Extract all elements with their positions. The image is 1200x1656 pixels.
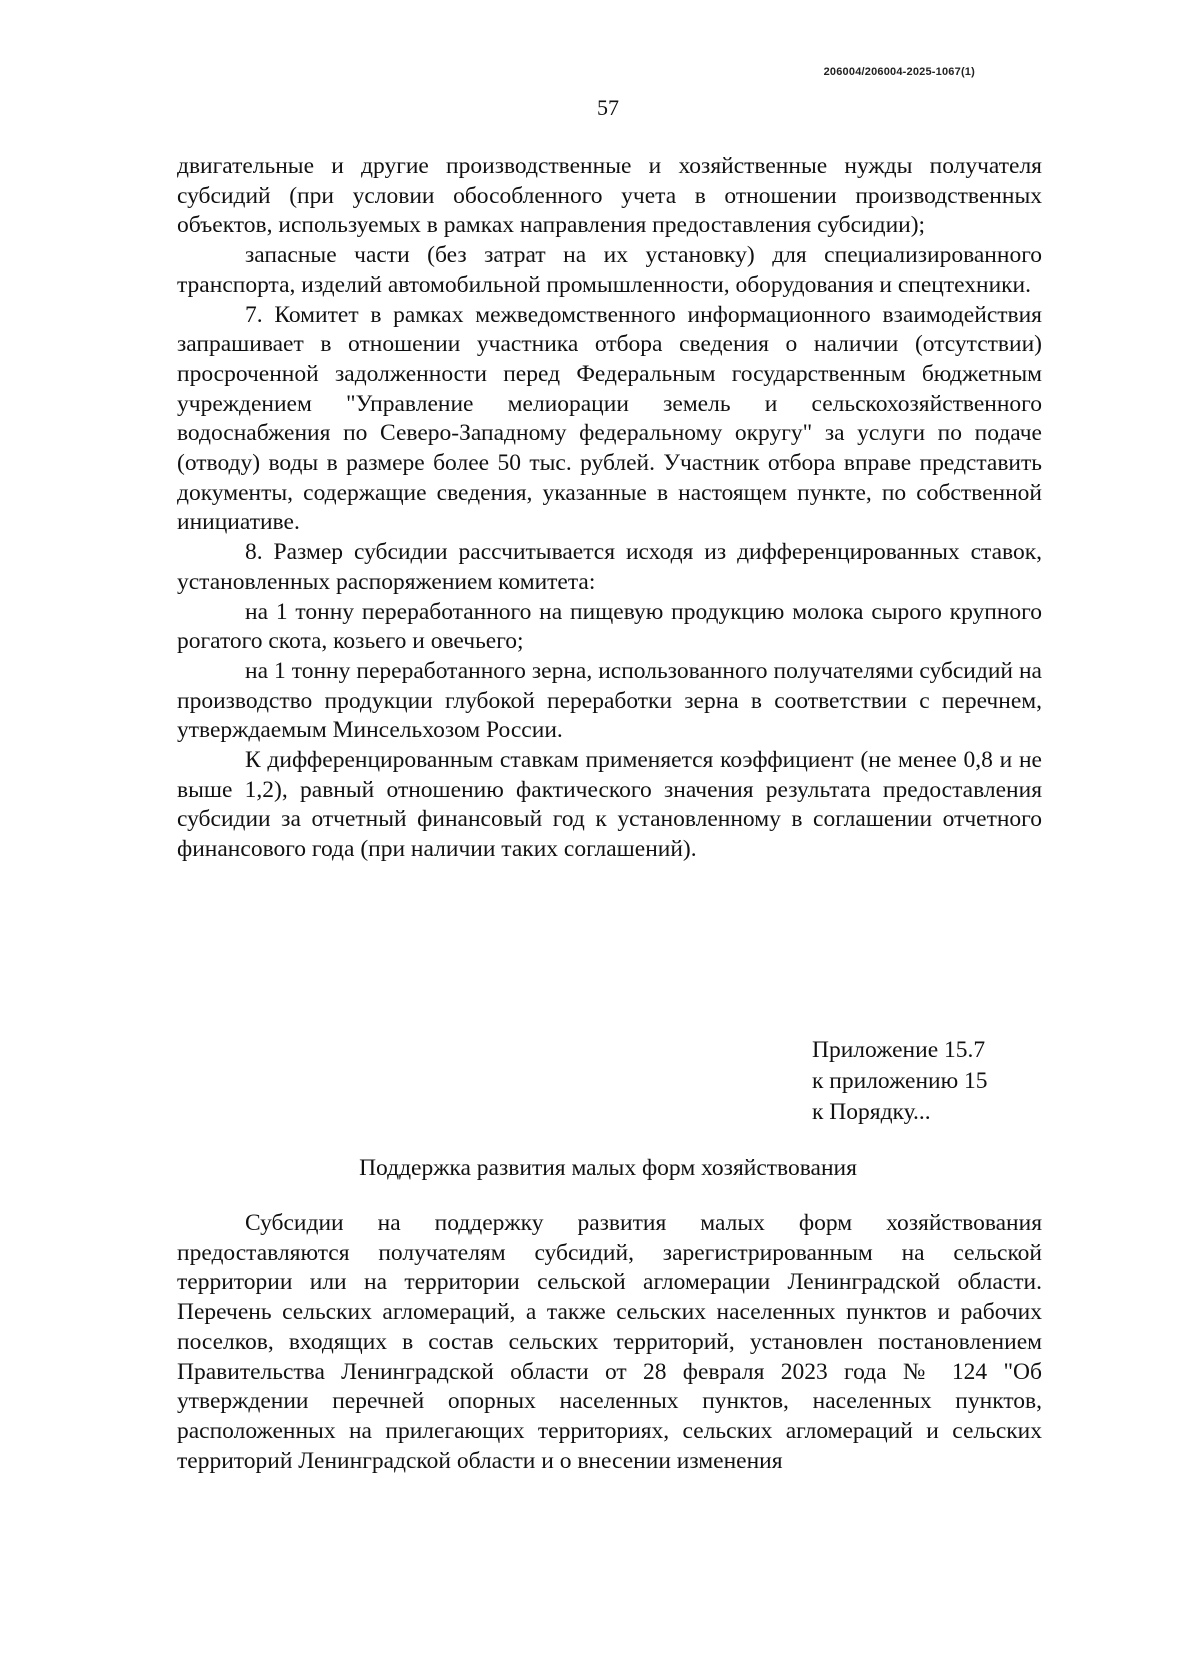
paragraph: на 1 тонну переработанного зерна, использованного получателями субсидий на производство продукции глубокой переработки зерна в соответствии с перечнем, утверждаемым Минсельхозом России. [177,657,1042,744]
paragraph: 8. Размер субсидии рассчитывается исходя из дифференцированных ставок, установленных распоряжением комитета: [177,539,1042,595]
paragraph: запасные части (без затрат на их установку) для специализированного транспорта, изделий автомобильной промышленности, оборудования и спецтехники. [177,242,1042,298]
paragraph: Субсидии на поддержку развития малых форм хозяйствования предоставляются получателям субсидий, зарегистрированным на сельской территории или на территории сельской агломерации Ленинградской области. Перечень сельских агломераций, а также сельских населенных пунктов и рабочих поселков, входящих в состав сельских территорий, установлен постановлением Правительства Ленинградской области от 28 февраля 2023 года № 124 "Об утверждении перечней опорных населенных пунктов, населенных пунктов, расположенных на прилегающих территориях, сельских агломераций и сельских территорий Ленинградской области и о внесении изменения [177,1210,1042,1474]
paragraph: на 1 тонну переработанного на пищевую продукцию молока сырого крупного рогатого скота, козьего и овечьего; [177,598,1042,655]
appendix-line: к Порядку... [812,1099,931,1125]
paragraph: двигательные и другие производственные и хозяйственные нужды получателя субсидий (при условии обособленного учета в отношении производственных объектов, используемых в рамках направления предоставления субсидии); [177,153,1042,239]
body-text-bottom [177,1209,1042,1476]
page-number: 57 [597,95,619,120]
document-id: 206004/206004-2025-1067(1) [823,66,975,78]
paragraph: 7. Комитет в рамках межведомственного информационного взаимодействия запрашивает в отношении участника отбора сведения о наличии (отсутствии) просроченной задолженности перед Федеральным государственным бюджетным учреждением "Управление мелиорации земель и сельскохозяйственного водоснабжения по Северо-Западному федеральному округу" за услуги по подаче (отводу) воды в размере более 50 тыс. рублей. Участник отбора вправе представить документы, содержащие сведения, указанные в настоящем пункте, по собственной инициативе. [177,301,1042,536]
section-title: Поддержка развития малых форм хозяйствования [359,1155,857,1181]
body-text-top [177,152,1042,865]
paragraph: К дифференцированным ставкам применяется коэффициент (не менее 0,8 и не выше 1,2), равный отношению фактического значения результата предоставления субсидии за отчетный финансовый год к установленному в соглашении отчетного финансового года (при наличии таких соглашений). [177,747,1042,863]
appendix-reference [812,1035,988,1128]
appendix-line: к приложению 15 [812,1068,988,1094]
appendix-line: Приложение 15.7 [812,1037,986,1063]
